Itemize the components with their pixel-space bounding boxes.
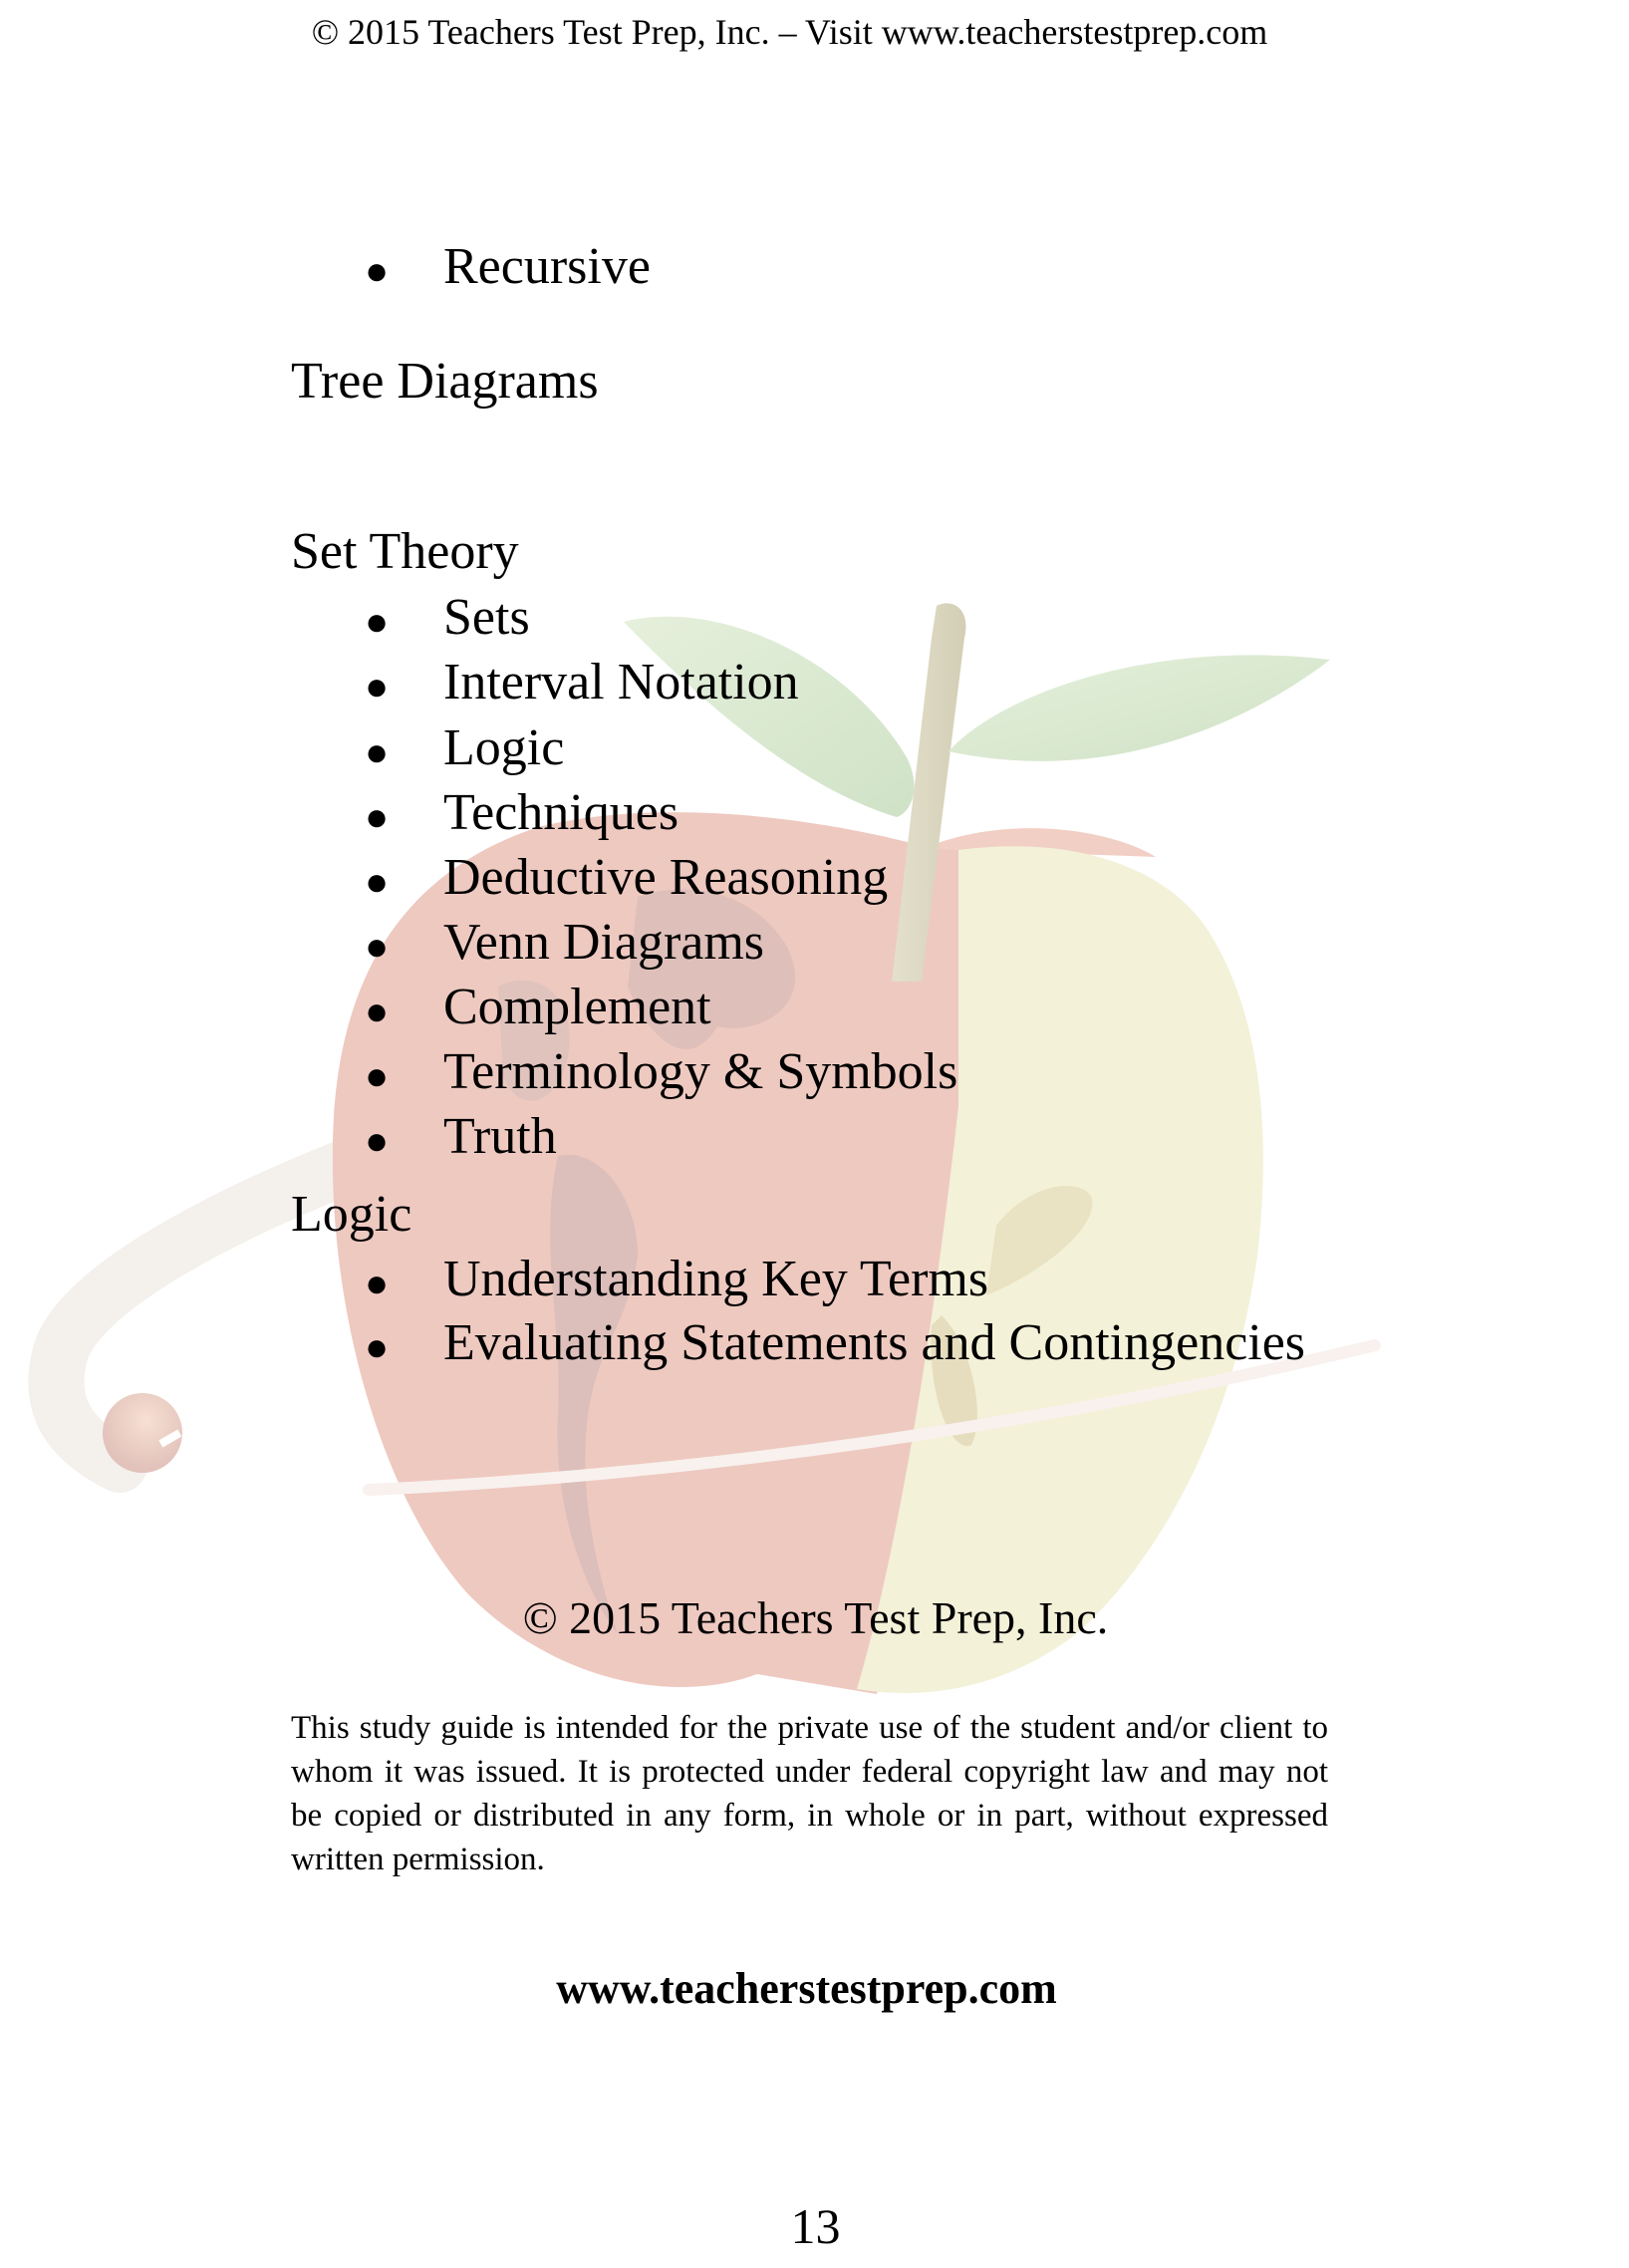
section-heading-tree-diagrams: Tree Diagrams (291, 353, 599, 410)
bullet-icon: ● (365, 599, 390, 644)
list-item: ● Venn Diagrams (365, 913, 764, 973)
copyright-line: © 2015 Teachers Test Prep, Inc. (522, 1592, 1109, 1643)
bullet-icon: ● (365, 248, 390, 293)
copyright-notice: This study guide is intended for the private use of the student and/or client to whom it was issued. It is protected under federal copyright law and may not be copied or distributed in any form, in whole or in part, without expressed written permission. (291, 1710, 1328, 1877)
bullet-icon: ● (365, 1053, 390, 1098)
bullet-icon: ● (365, 924, 390, 969)
bullet-icon: ● (365, 794, 390, 839)
list-item: ● Sets (365, 588, 530, 648)
bullet-icon: ● (365, 1324, 390, 1369)
list-item: ● Terminology & Symbols (365, 1042, 957, 1102)
bullet-icon: ● (365, 729, 390, 774)
page-number: 13 (790, 2198, 841, 2254)
bullet-icon: ● (365, 1118, 390, 1163)
list-item: ● Deductive Reasoning (365, 848, 888, 908)
section-heading-set-theory: Set Theory (291, 523, 519, 580)
list-item: ● Interval Notation (365, 653, 799, 712)
list-item: ● Techniques (365, 783, 679, 843)
page-header (0, 8, 1629, 56)
list-item: ● Understanding Key Terms (365, 1250, 988, 1309)
list-item: ● Complement (365, 978, 711, 1037)
bullet-icon: ● (365, 1261, 390, 1305)
website-link[interactable]: www.teacherstestprep.com (556, 1964, 1057, 2013)
section-heading-logic: Logic (291, 1186, 412, 1243)
bullet-icon: ● (365, 859, 390, 904)
list-item: ● Evaluating Statements and Contingencies (365, 1313, 1305, 1373)
list-item: ● Truth (365, 1107, 557, 1167)
bullet-icon: ● (365, 664, 390, 709)
list-item-recursive: ● Recursive (365, 237, 651, 297)
list-item: ● Logic (365, 718, 564, 778)
header-text: © 2015 Teachers Test Prep, Inc. – Visit www.teacherstestprep.com (311, 12, 1268, 52)
bullet-icon: ● (365, 989, 390, 1033)
